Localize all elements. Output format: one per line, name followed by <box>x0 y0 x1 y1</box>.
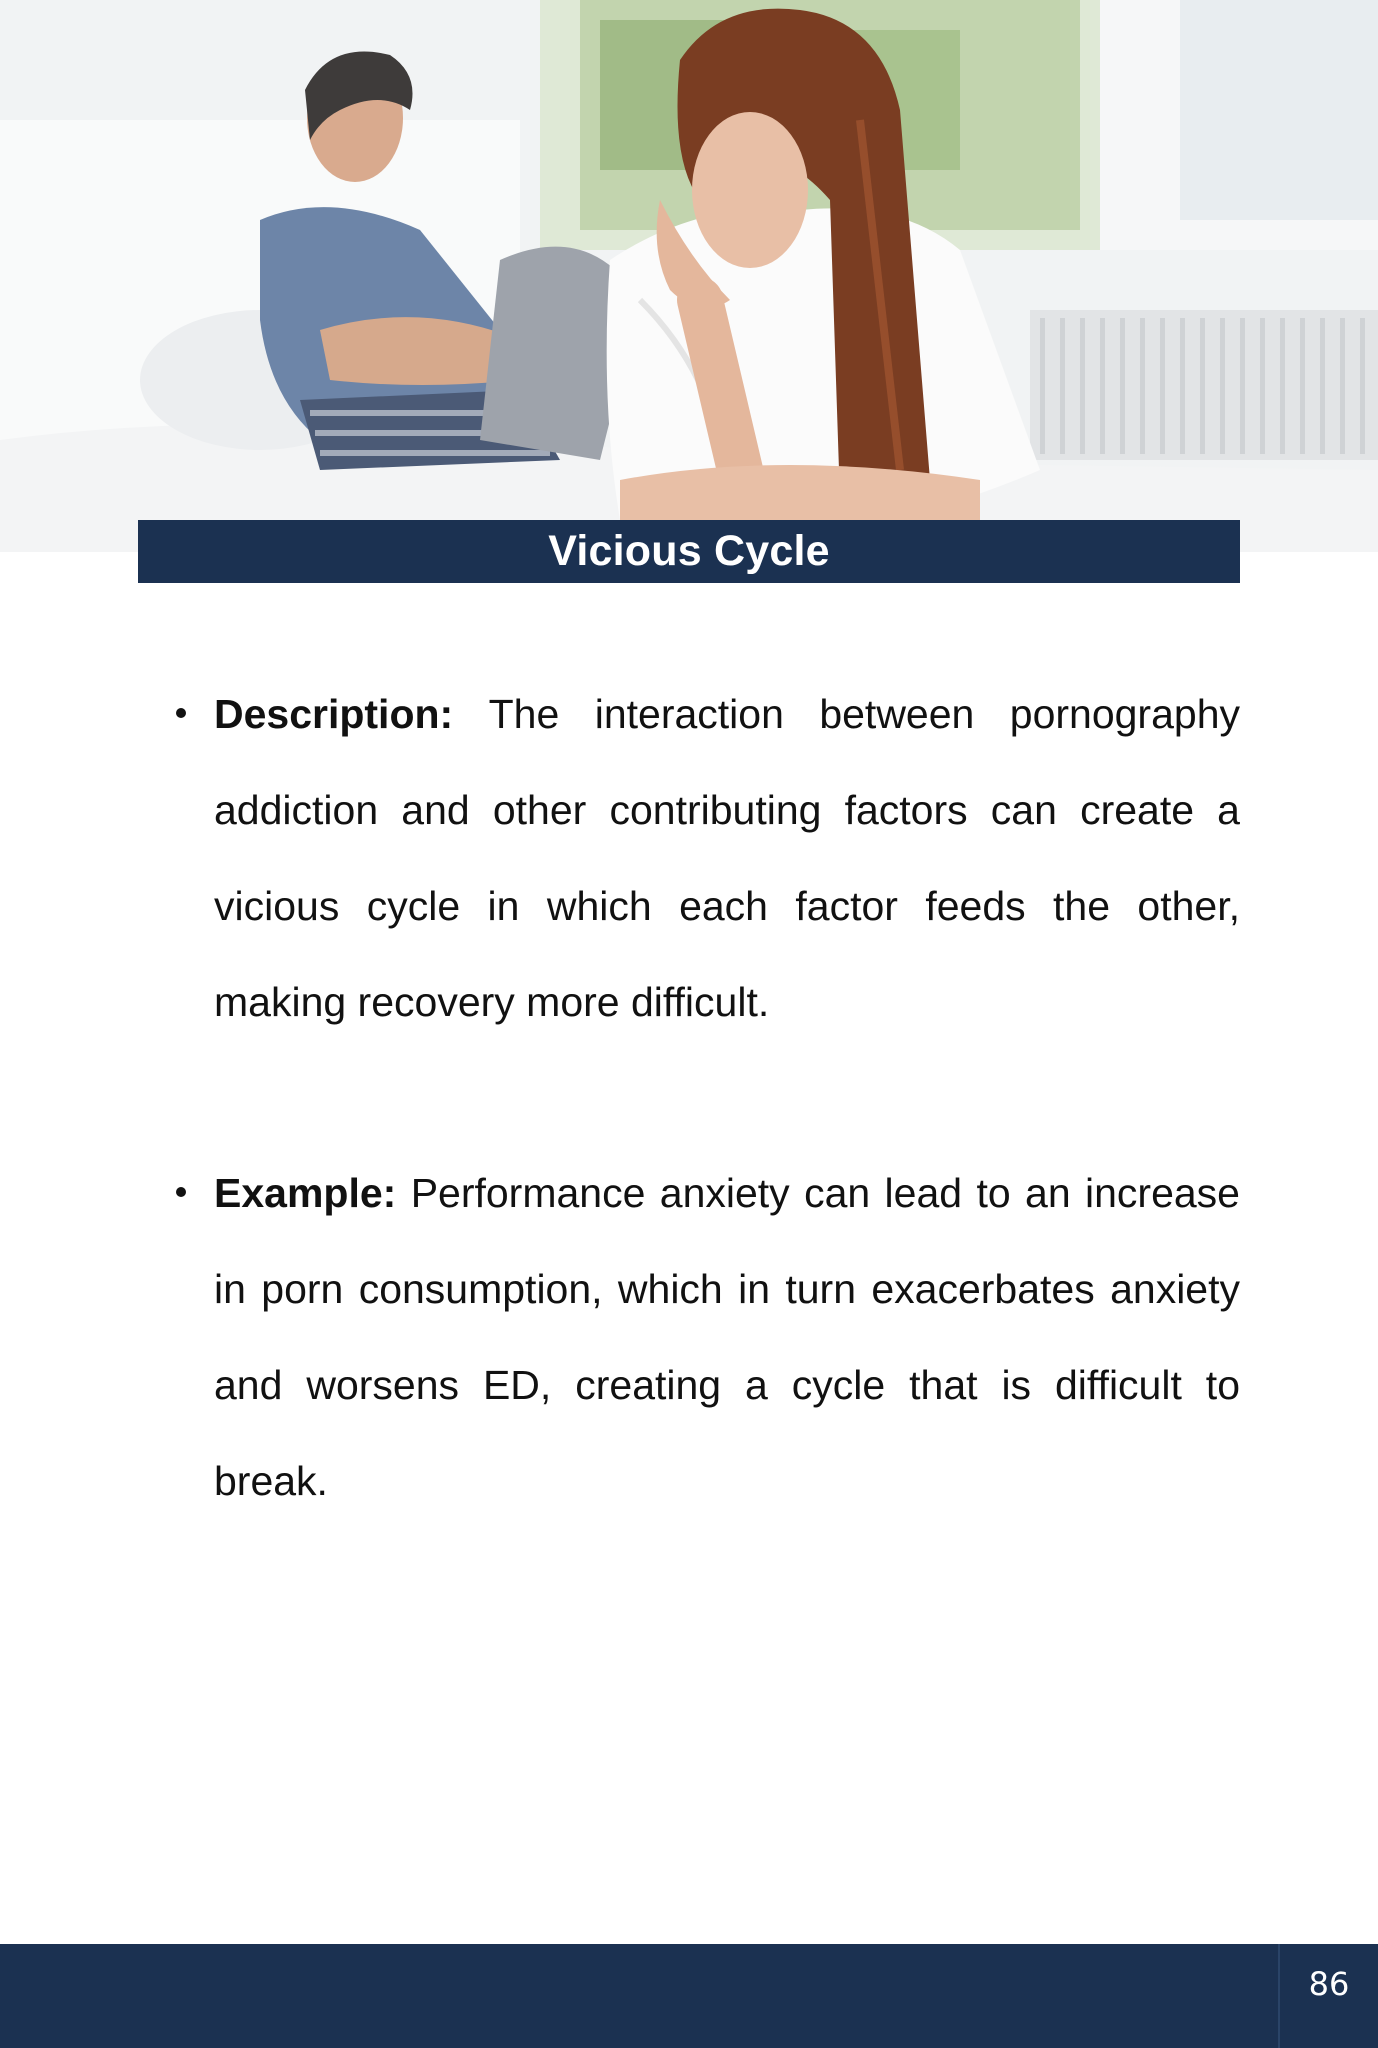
title-banner <box>138 520 1240 583</box>
description-label: Description: <box>214 691 489 737</box>
list-item <box>176 1145 1240 1529</box>
bullet-dot-icon <box>176 708 186 718</box>
page-number: 86 <box>1308 1965 1350 2003</box>
example-text: Performance anxiety can lead to an increase in porn consumption, which in turn exacerbates anxiety and worsens ED, creating a cycle that is difficult to break. <box>214 1170 1240 1504</box>
bullet-list <box>176 666 1240 1624</box>
page-title: Vicious Cycle <box>548 527 830 575</box>
couple-bedroom-illustration <box>0 0 1378 552</box>
footer-bar <box>0 1944 1378 2048</box>
description-text: The interaction between pornography addiction and other contributing factors can create a vicious cycle in which each factor feeds the other, making recovery more difficult. <box>214 691 1240 1025</box>
example-label: Example: <box>214 1170 411 1216</box>
hero-photo <box>0 0 1378 552</box>
bullet-dot-icon <box>176 1187 186 1197</box>
list-item <box>176 666 1240 1050</box>
